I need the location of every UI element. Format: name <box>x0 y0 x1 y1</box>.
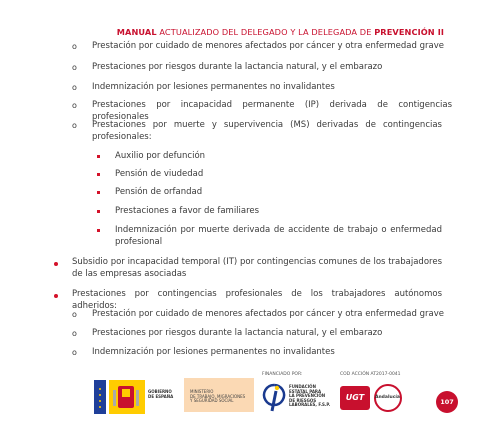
page-number: 107 <box>436 391 458 413</box>
circle-bullet-icon: o <box>72 42 77 51</box>
list-item: Subsidio por incapacidad temporal (IT) por contingencias comunes de los trabajadores de las empresas asociadas <box>72 257 442 279</box>
coat-of-arms-icon <box>109 380 145 414</box>
square-bullet-icon <box>97 210 100 213</box>
square-bullet-icon <box>97 191 100 194</box>
list-item: Auxilio por defunción <box>115 151 206 161</box>
list-item: Pensión de orfandad <box>115 187 203 197</box>
fundacion-line: DE RIESGOS <box>289 397 317 403</box>
list-item: Pensión de viudedad <box>115 169 204 179</box>
fundacion-line: ESTATAL PARA <box>289 388 322 394</box>
circle-bullet-icon: o <box>72 329 77 338</box>
fundacion-logo-icon <box>262 381 286 415</box>
list-item: Prestaciones por incapacidad permanente (IP) derivada de contigencias profesionales <box>92 100 452 122</box>
circle-bullet-icon: o <box>72 310 77 319</box>
list-item: Prestaciones por riesgos durante la lactancia natural, y el embarazo <box>92 62 383 72</box>
page-header <box>117 27 444 37</box>
circle-bullet-icon: o <box>72 63 77 72</box>
fundacion-line: LA PREVENCIÓN <box>289 393 326 399</box>
fundacion-line: LABORALES, F.S.P. <box>289 402 331 408</box>
square-bullet-icon <box>97 229 100 232</box>
circle-bullet-icon: o <box>72 348 77 357</box>
list-item: Prestación por cuidado de menores afectados por cáncer y otra enfermedad grave <box>92 309 444 319</box>
eu-flag-icon <box>94 380 106 414</box>
list-item: Indemnización por lesiones permanentes no invalidantes <box>92 82 335 92</box>
ministerio-text <box>190 390 245 404</box>
gobierno-line: DE ESPAÑA <box>148 393 174 399</box>
gobierno-text <box>148 390 173 399</box>
dot-bullet-icon <box>54 262 58 266</box>
header-manual: MANUAL <box>116 27 157 37</box>
list-item: Indemnización por lesiones permanentes no invalidantes <box>92 347 335 357</box>
dot-bullet-icon <box>54 294 58 298</box>
ministerio-line: MINISTERIO <box>190 389 214 394</box>
cod-accion-label: COD ACCIÓN AT2017-0041 <box>340 372 401 377</box>
fundacion-text <box>289 385 330 408</box>
circle-bullet-icon: o <box>72 83 77 92</box>
square-bullet-icon <box>97 155 100 158</box>
list-item: Prestaciones por contingencias profesionales de los trabajadores autónomos adheridos: <box>72 289 442 311</box>
andalucia-text: Andalucía <box>375 395 400 400</box>
ministerio-box <box>184 378 254 412</box>
list-item: Prestaciones por muerte y supervivencia (MS) derivadas de contingencias profesionales: <box>92 120 442 142</box>
list-item: Prestaciones por riesgos durante la lactancia natural, y el embarazo <box>92 328 383 338</box>
ugt-logo: UGT <box>340 386 370 410</box>
ministerio-line: Y SEGURIDAD SOCIAL <box>190 398 234 404</box>
header-prevencion: PREVENCIÓN II <box>374 27 444 37</box>
financiado-label: FINANCIADO POR: <box>262 372 303 377</box>
gobierno-line: GOBIERNO <box>148 389 172 394</box>
list-item: Prestación por cuidado de menores afectados por cáncer y otra enfermedad grave <box>92 41 444 51</box>
list-item: Indemnización por muerte derivada de accidente de trabajo o enfermedad profesional <box>115 225 442 247</box>
list-item: Prestaciones a favor de familiares <box>115 206 260 216</box>
square-bullet-icon <box>97 173 100 176</box>
fundacion-line: FUNDACIÓN <box>289 384 316 389</box>
circle-bullet-icon: o <box>72 101 77 110</box>
header-title: ACTUALIZADO DEL DELEGADO Y LA DELEGADA DE <box>156 27 375 37</box>
ministerio-line: DE TRABAJO, MIGRACIONES <box>190 393 246 399</box>
circle-bullet-icon: o <box>72 121 77 130</box>
